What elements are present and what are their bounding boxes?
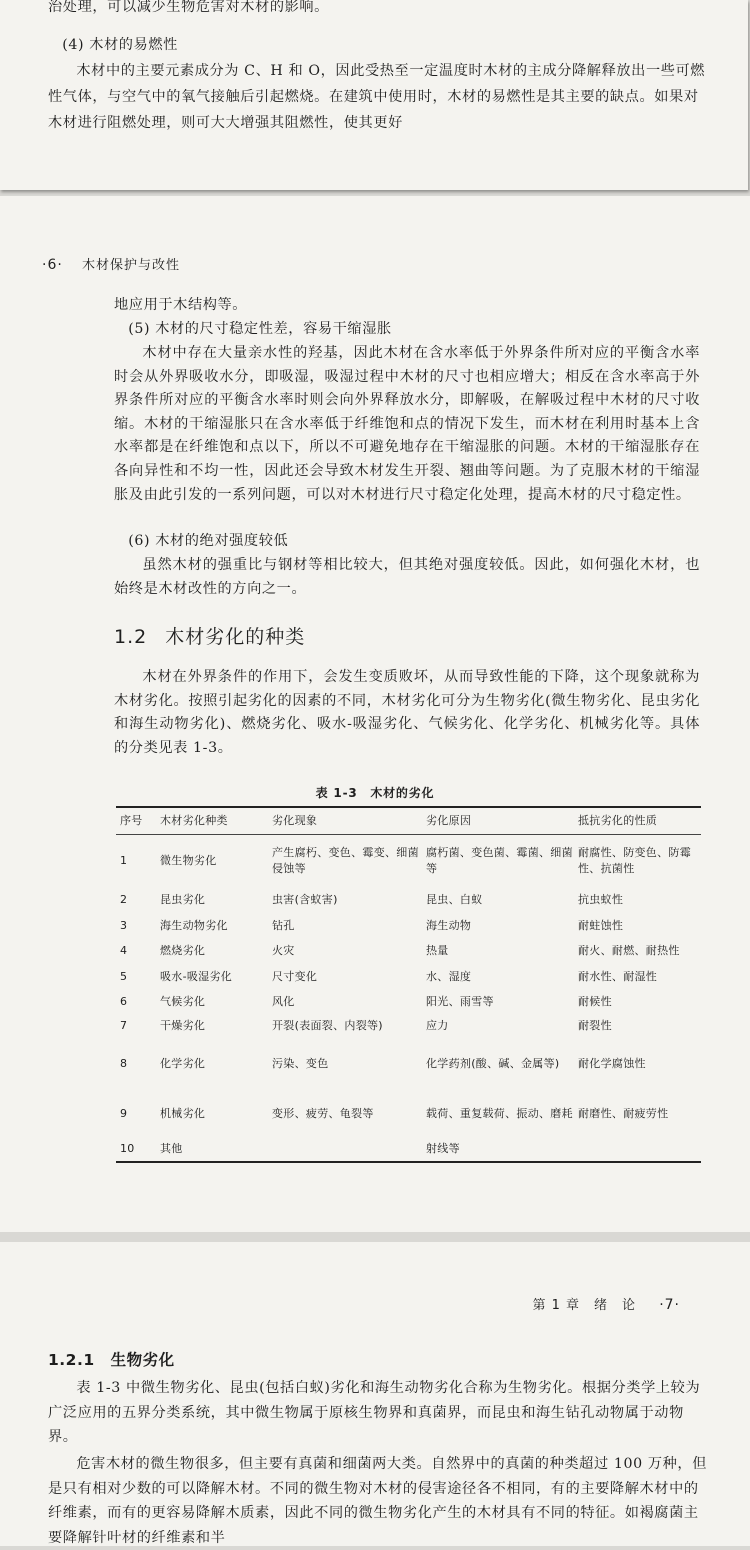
cell-cause: 热量 xyxy=(426,943,449,957)
cell-no: 9 xyxy=(120,1106,128,1120)
cell-resistance: 耐蛀蚀性 xyxy=(578,918,624,932)
cell-cause: 海生动物 xyxy=(426,918,472,932)
cell-phenomenon: 钻孔 xyxy=(272,918,295,932)
cell-resistance xyxy=(576,1138,701,1162)
running-head xyxy=(42,254,180,273)
cell-phenomenon: 变形、疲劳、龟裂等 xyxy=(272,1106,374,1120)
paragraph-absolute-strength: 虽然木材的强重比与钢材等相比较大，但其绝对强度较低。因此，如何强化木材，也始终是木材改性的方向之一。 xyxy=(114,557,700,597)
cell-phenomenon: 虫害(含蚁害) xyxy=(272,893,338,906)
paragraph-flammability: 木材中的主要元素成分为 C、H 和 O，因此受热至一定温度时木材的主成分降解释放出一些可燃性气体，与空气中的氧气接触后引起燃烧。在建筑中使用时，木材的易燃性是其主要的缺点。如果对木材进行阻燃处理，则可大大增强其阻燃性，使其更好 xyxy=(48,63,706,131)
cell-no: 1 xyxy=(120,853,128,867)
cell-resistance: 耐火、耐燃、耐热性 xyxy=(578,943,680,957)
cell-no: 10 xyxy=(116,1138,158,1162)
table-row xyxy=(116,1014,701,1038)
cell-kind: 吸水-吸湿劣化 xyxy=(160,969,233,983)
cell-no: 8 xyxy=(120,1056,128,1070)
cell-no: 2 xyxy=(120,893,128,906)
paragraph-biological-degradation: 表 1-3 中微生物劣化、昆虫(包括白蚁)劣化和海生动物劣化合称为生物劣化。根据分类学上较为广泛应用的五界分类系统，其中微生物属于原核生物界和真菌界，而昆虫和海生钻孔动物属于动物界。 xyxy=(48,1380,701,1445)
chapter-title: 第 1 章 绪 论 xyxy=(532,1298,637,1313)
cell-kind: 气候劣化 xyxy=(160,994,206,1008)
cell-cause: 腐朽菌、变色菌、霉菌、细菌等 xyxy=(426,845,573,875)
degradation-table xyxy=(116,806,701,1163)
section-title: 木材劣化的种类 xyxy=(165,626,306,648)
subsection-number: 1.2.1 xyxy=(48,1351,95,1369)
table-row xyxy=(116,990,701,1014)
heading-dimensional-stability: (5) 木材的尺寸稳定性差，容易干缩湿胀 xyxy=(128,321,392,337)
cell-resistance: 耐水性、耐湿性 xyxy=(578,969,658,983)
cell-resistance: 耐腐性、防变色、防霉性、抗菌性 xyxy=(578,845,691,875)
book-title: 木材保护与改性 xyxy=(81,258,180,273)
cell-phenomenon: 产生腐朽、变色、霉变、细菌侵蚀等 xyxy=(272,845,419,875)
cell-resistance: 耐化学腐蚀性 xyxy=(578,1056,646,1070)
cell-kind: 其他 xyxy=(158,1138,270,1162)
cell-phenomenon: 开裂(表面裂、内裂等) xyxy=(272,1018,383,1032)
cell-phenomenon: 风化 xyxy=(272,994,295,1008)
paragraph-dimensional-stability: 木材中存在大量亲水性的羟基，因此木材在含水率低于外界条件所对应的平衡含水率时会从外界吸收水分，即吸湿，吸湿过程中木材的尺寸也相应增大；相反在含水率高于外界条件所对应的平衡含水率时则会向外界释放水分，即解吸，在解吸过程中木材的尺寸收缩。木材的干缩湿胀只在含水率低于纤维饱和点的情况下发生，而木材在利用时基本上含水率都是在纤维饱和点以下，所以不可避免地存在干缩湿胀的问题。木材的干缩湿胀存在各向异性和不均一性，因此还会导致木材发生开裂、翘曲等问题。为了克服木材的干缩湿胀及由此引发的一系列问题，可以对木材进行尺寸稳定化处理，提高木材的尺寸稳定性。 xyxy=(114,345,700,503)
cell-cause: 化学药剂(酸、碱、金属等) xyxy=(426,1056,560,1070)
cell-resistance: 耐候性 xyxy=(578,994,612,1008)
section-number: 1.2 xyxy=(114,626,148,648)
header-resistance: 抵抗劣化的性质 xyxy=(576,807,701,835)
cell-cause: 应力 xyxy=(426,1018,449,1032)
paragraph-continued: 地应用于木结构等。 xyxy=(114,297,248,313)
heading-flammability: (4) 木材的易燃性 xyxy=(62,37,178,53)
subsection-title: 生物劣化 xyxy=(110,1351,175,1369)
table-row xyxy=(116,887,701,914)
cell-no: 7 xyxy=(120,1018,128,1032)
table-caption: 表 1-3 木材的劣化 xyxy=(315,786,435,800)
cell-kind: 机械劣化 xyxy=(160,1106,206,1120)
cell-no: 6 xyxy=(120,994,128,1008)
cell-phenomenon: 尺寸变化 xyxy=(272,969,318,983)
table-row xyxy=(116,1038,701,1090)
table-row xyxy=(116,1090,701,1138)
cell-no: 4 xyxy=(120,943,128,957)
cell-resistance: 抗虫蚁性 xyxy=(578,893,624,906)
page-number: ·6· xyxy=(42,257,63,273)
cell-phenomenon: 火灾 xyxy=(272,943,295,957)
page-6 xyxy=(0,196,750,1232)
cell-phenomenon xyxy=(270,1138,424,1162)
header-cause: 劣化原因 xyxy=(424,807,576,835)
header-phenomenon: 劣化现象 xyxy=(270,807,424,835)
running-head xyxy=(533,1294,681,1313)
header-kind: 木材劣化种类 xyxy=(158,807,270,835)
cell-kind: 海生动物劣化 xyxy=(160,918,228,932)
cell-resistance: 耐裂性 xyxy=(578,1018,612,1032)
heading-absolute-strength: (6) 木材的绝对强度较低 xyxy=(128,533,289,549)
table-row xyxy=(116,938,701,964)
cell-kind: 昆虫劣化 xyxy=(160,893,206,906)
table-row xyxy=(116,914,701,938)
cell-kind: 干燥劣化 xyxy=(160,1018,206,1032)
cell-no: 5 xyxy=(120,969,128,983)
cell-cause: 载荷、重复载荷、振动、磨耗 xyxy=(426,1106,573,1120)
page-7 xyxy=(0,1242,750,1546)
page-number: ·7· xyxy=(659,1297,680,1313)
cell-resistance: 耐磨性、耐疲劳性 xyxy=(578,1106,669,1120)
cell-kind: 化学劣化 xyxy=(160,1056,206,1070)
cell-cause: 水、湿度 xyxy=(426,969,472,983)
table-row xyxy=(116,964,701,990)
cell-cause: 射线等 xyxy=(424,1138,576,1162)
paragraph-degradation-intro: 木材在外界条件的作用下，会发生变质败坏，从而导致性能的下降，这个现象就称为木材劣化。按照引起劣化的因素的不同，木材劣化可分为生物劣化(微生物劣化、昆虫劣化和海生动物劣化)、燃烧劣化、吸水-吸湿劣化、气候劣化、化学劣化、机械劣化等。具体的分类见表 1-3。 xyxy=(114,669,700,756)
paragraph-partial: 治处理，可以减少生物危害对木材的影响。 xyxy=(48,0,329,15)
cell-kind: 微生物劣化 xyxy=(160,853,217,867)
cell-cause: 昆虫、白蚁 xyxy=(426,893,483,906)
table-row xyxy=(116,835,701,887)
paragraph-microorganisms: 危害木材的微生物很多，但主要有真菌和细菌两大类。自然界中的真菌的种类超过 100 万种，但是只有相对少数的可以降解木材。不同的微生物对木材的侵害途径各不相同，有的主要降解木材中的纤维素，而有的更容易降解木质素，因此不同的微生物劣化产生的木材具有不同的特征。如褐腐菌主要降解针叶材的纤维素和半 xyxy=(48,1456,707,1546)
table-row xyxy=(116,1138,701,1162)
table-header-row xyxy=(116,807,701,835)
cell-kind: 燃烧劣化 xyxy=(160,943,206,957)
previous-page xyxy=(0,0,748,190)
section-heading xyxy=(114,622,305,649)
cell-phenomenon: 污染、变色 xyxy=(272,1056,329,1070)
cell-cause: 阳光、雨雪等 xyxy=(426,994,494,1008)
header-no: 序号 xyxy=(116,807,158,835)
subsection-heading xyxy=(48,1348,175,1370)
cell-no: 3 xyxy=(120,918,128,932)
